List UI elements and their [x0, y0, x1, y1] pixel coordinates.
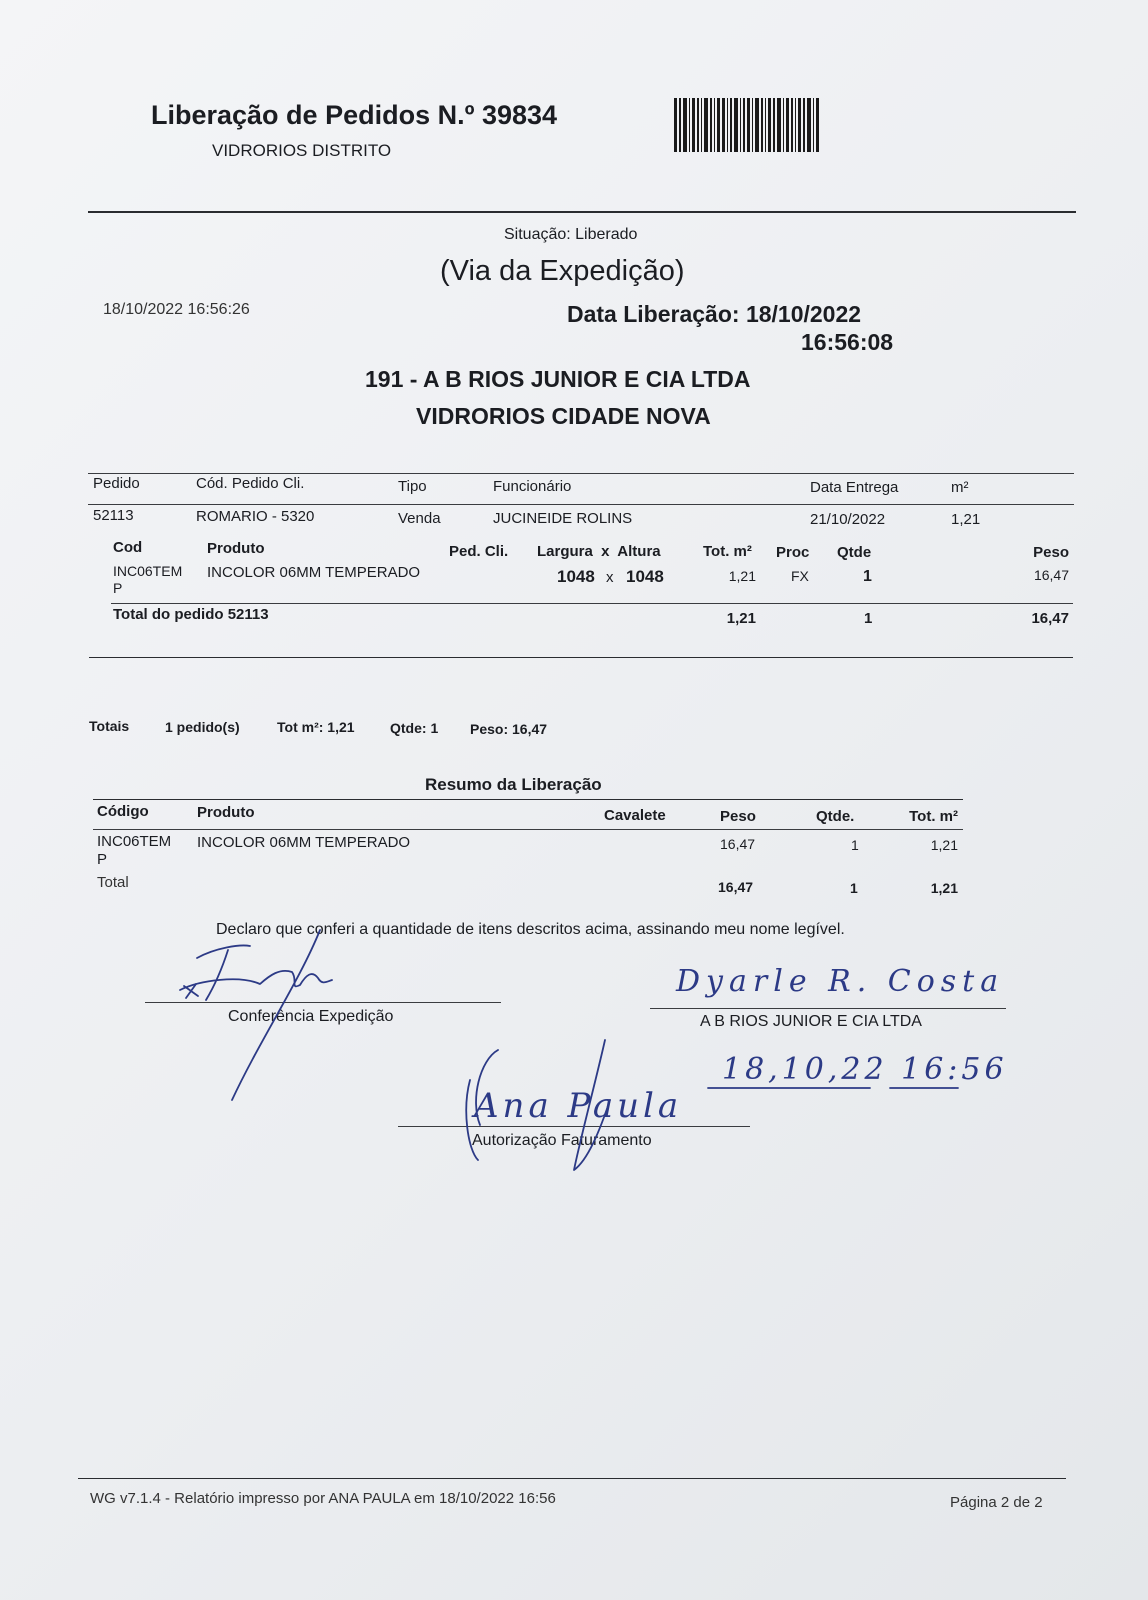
footer-page: Página 2 de 2	[950, 1494, 1043, 1511]
summary-col-qtde: Qtde.	[816, 808, 855, 825]
summary-title: Resumo da Liberação	[425, 775, 602, 794]
item-qtde: 1	[863, 568, 872, 585]
item-col-qtde: Qtde	[837, 544, 872, 561]
summary-codigo-line1: INC06TEM	[97, 833, 172, 850]
item-produto: INCOLOR 06MM TEMPERADO	[207, 564, 421, 581]
release-date: Data Liberação: 18/10/2022	[567, 301, 862, 327]
company-name: VIDRORIOS DISTRITO	[212, 141, 392, 160]
order-funcionario: JUCINEIDE ROLINS	[493, 510, 633, 527]
footer-left: WG v7.1.4 - Relatório impresso por ANA PAULA em 18/10/2022 16:56	[90, 1490, 556, 1507]
item-cod-line2: P	[113, 580, 123, 596]
autorizacao-label: Autorização Faturamento	[472, 1132, 652, 1149]
item-col-cod: Cod	[113, 539, 143, 556]
order-total-qtde: 1	[864, 610, 873, 627]
handwritten-date: 18,10,22 16:56	[722, 1052, 1008, 1087]
col-cod-cli: Cód. Pedido Cli.	[196, 475, 305, 492]
summary-total-label: Total	[97, 874, 129, 891]
order-pedido: 52113	[93, 507, 134, 524]
summary-produto: INCOLOR 06MM TEMPERADO	[197, 834, 411, 851]
col-funcionario: Funcionário	[493, 478, 572, 495]
col-m2: m²	[951, 479, 969, 496]
summary-col-peso: Peso	[720, 808, 756, 825]
item-altura: 1048	[626, 567, 664, 586]
summary-col-codigo: Código	[97, 803, 149, 820]
col-tipo: Tipo	[398, 478, 427, 495]
handwritten-auth: Ana Paula	[474, 1086, 683, 1126]
item-col-ped-cli: Ped. Cli.	[449, 543, 509, 560]
footer-line	[78, 1478, 1066, 1479]
order-data-entrega: 21/10/2022	[810, 511, 886, 528]
customer-name: 191 - A B RIOS JUNIOR E CIA LTDA	[365, 366, 751, 392]
company-sign-label: A B RIOS JUNIOR E CIA LTDA	[700, 1013, 922, 1030]
summary-codigo-line2: P	[97, 851, 108, 868]
item-largura: 1048	[557, 567, 595, 586]
order-cod-cli: ROMARIO - 5320	[196, 508, 315, 525]
item-cod-line1: INC06TEM	[113, 563, 183, 579]
report-title: Liberação de Pedidos N.º 39834	[151, 100, 558, 130]
handwritten-name: Dyarle R. Costa	[676, 964, 1005, 999]
print-datetime: 18/10/2022 16:56:26	[103, 301, 250, 318]
declaration-text: Declaro que conferi a quantidade de itens descritos acima, assinando meu nome legível.	[216, 921, 845, 938]
summary-tot-m2: 1,21	[930, 837, 958, 853]
status-text: Situação: Liberado	[504, 226, 638, 243]
order-tipo: Venda	[398, 510, 441, 527]
conferencia-label: Conferência Expedição	[228, 1008, 394, 1025]
col-data-entrega: Data Entrega	[810, 479, 899, 496]
item-col-proc: Proc	[776, 544, 810, 561]
summary-peso: 16,47	[720, 836, 756, 852]
customer-store: VIDRORIOS CIDADE NOVA	[416, 403, 711, 429]
order-m2: 1,21	[951, 511, 981, 528]
totals-pedidos: 1 pedido(s)	[165, 719, 240, 735]
order-total-peso: 16,47	[1031, 610, 1069, 627]
totals-label: Totais	[89, 718, 130, 734]
order-total-label: Total do pedido 52113	[113, 606, 269, 623]
release-time: 16:56:08	[801, 329, 894, 355]
col-pedido: Pedido	[93, 475, 140, 492]
item-col-largura-altura: Largura x Altura	[537, 543, 661, 560]
totals-m2: Tot m²: 1,21	[277, 719, 355, 735]
summary-col-cavalete: Cavalete	[604, 807, 666, 824]
summary-total-qtde: 1	[850, 880, 858, 896]
order-total-m2: 1,21	[726, 610, 756, 627]
summary-col-tot-m2: Tot. m²	[909, 808, 958, 825]
summary-qtde: 1	[851, 837, 859, 853]
item-tot-m2: 1,21	[728, 568, 756, 584]
via-label: (Via da Expedição)	[440, 255, 685, 287]
item-col-tot-m2: Tot. m²	[703, 543, 752, 560]
item-proc: FX	[791, 568, 809, 584]
summary-total-peso: 16,47	[718, 879, 754, 895]
summary-total-tot-m2: 1,21	[930, 880, 958, 896]
item-x: x	[606, 569, 614, 586]
summary-col-produto: Produto	[197, 804, 255, 821]
item-col-produto: Produto	[207, 540, 265, 557]
totals-peso: Peso: 16,47	[470, 721, 548, 737]
totals-qtde: Qtde: 1	[390, 720, 439, 736]
item-col-peso: Peso	[1033, 544, 1069, 561]
item-peso: 16,47	[1033, 567, 1069, 583]
